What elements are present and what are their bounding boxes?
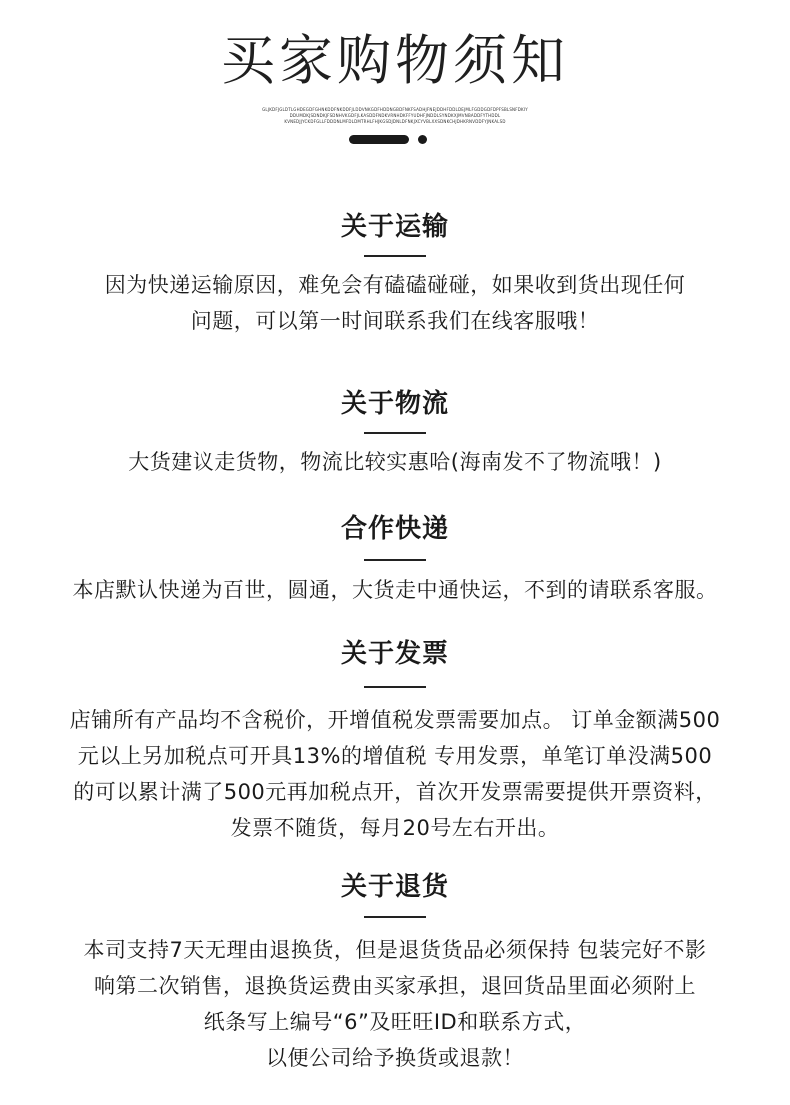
subtitle-line: DDUMDKJSDNDKJFSDNHVKGDFJLKASDDFNDKVRNHDKFFYUDHFJNDDLSYNDKXJMVNBADDFYTHDDL xyxy=(289,113,501,118)
section-body-returns xyxy=(30,932,760,1076)
section-body-couriers xyxy=(30,572,760,608)
section-body-invoice xyxy=(30,702,760,846)
section-body-logistics xyxy=(30,444,760,480)
body-line: 发票不随货，每月20号左右开出。 xyxy=(230,816,560,840)
section-title-returns: 关于退货 xyxy=(340,872,449,902)
body-line: 响第二次销售，退换货运费由买家承担，退回货品里面必须附上 xyxy=(94,974,696,998)
body-line: 本司支持7天无理由退换货，但是退货货品必须保持 包装完好不影 xyxy=(83,938,707,962)
body-line: 因为快递运输原因，难免会有磕磕碰碰，如果收到货出现任何 xyxy=(104,273,686,297)
body-line: 元以上另加税点可开具13%的增值税 专用发票，单笔订单没满500 xyxy=(77,744,713,768)
subtitle-line: GLJKDFJGLDTLGHDEGDFGHNKDDFNKDDFJLDDVNKGDFHDDNGBDFNKFSADHJFNEJDDHFDDLDEJMLFGDDGDFDPFSBLSNFDKIY xyxy=(262,107,528,112)
body-line: 问题，可以第一时间联系我们在线客服哦！ xyxy=(190,309,600,333)
header-dot-ornament xyxy=(418,135,427,144)
decorative-subtitle xyxy=(255,107,535,125)
section-divider xyxy=(364,255,426,257)
section-title-invoice: 关于发票 xyxy=(340,639,449,669)
section-title-couriers: 合作快递 xyxy=(340,514,449,544)
section-divider xyxy=(364,432,426,434)
section-title-shipping: 关于运输 xyxy=(340,212,449,242)
body-line: 本店默认快递为百世，圆通，大货走中通快运，不到的请联系客服。 xyxy=(72,578,718,602)
body-line: 以便公司给予换货或退款！ xyxy=(266,1046,524,1070)
header-pill-ornament xyxy=(349,135,409,144)
section-body-shipping xyxy=(30,267,760,339)
body-line: 大货建议走货物，物流比较实惠哈(海南发不了物流哦！) xyxy=(128,450,662,474)
section-divider xyxy=(364,559,426,561)
section-divider xyxy=(364,916,426,918)
page-title: 买家购物须知 xyxy=(221,29,569,92)
body-line: 纸条写上编号“6”及旺旺ID和联系方式， xyxy=(203,1010,587,1034)
section-title-logistics: 关于物流 xyxy=(340,389,449,419)
section-divider xyxy=(364,686,426,688)
subtitle-line: KVNEDJJYCKDFGLLFDDDNLMFDLDMTRHLFHJKGSDJDNLDFNKJXCYVBLXXSDNKCHJDHKRNVDDFYJNKALSD xyxy=(284,119,506,124)
body-line: 的可以累计满了500元再加税点开，首次开发票需要提供开票资料， xyxy=(73,780,717,804)
body-line: 店铺所有产品均不含税价，开增值税发票需要加点。 订单金额满500 xyxy=(69,708,721,732)
